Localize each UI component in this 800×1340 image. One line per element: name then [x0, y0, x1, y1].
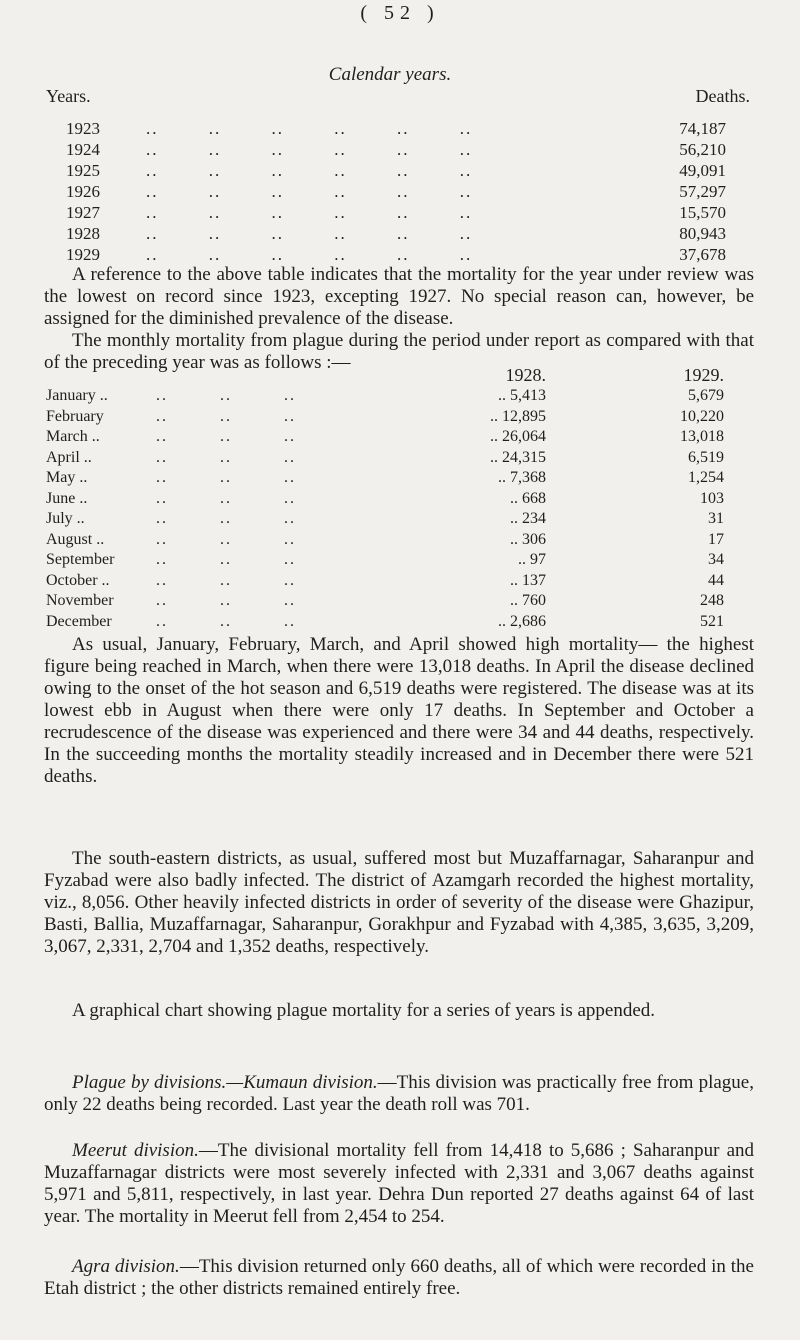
table-row: [66, 160, 726, 181]
deaths-cell: 37,678: [679, 245, 726, 264]
leader-dots: .. .. .. .. .. ..: [146, 140, 473, 159]
leader-dots: .. .. ..: [156, 428, 296, 445]
deaths-1928-cell: .. 5,413: [498, 387, 546, 404]
agra-division-text: —This division returned only 660 deaths, all of which were recorded in the Etah district ; the other districts remained entirely free.: [44, 1256, 754, 1299]
deaths-cell: 15,570: [679, 203, 726, 222]
month-cell: February: [46, 407, 104, 425]
deaths-1928-cell: .. 760: [510, 592, 546, 609]
table-row: [66, 202, 726, 223]
deaths-1929-cell: 44: [708, 571, 724, 589]
table-row: [46, 591, 746, 612]
paragraph-mortality-reference: A reference to the above table indicates that the mortality for the year under review was the lowest on record since 1923, excepting 1927. No special reason can, however, be assigned for the diminished prevalence of the disease.: [44, 264, 754, 329]
month-cell: January ..: [46, 387, 108, 404]
agra-division-heading: Agra division.: [72, 1256, 180, 1277]
leader-dots: .. .. ..: [156, 551, 296, 568]
deaths-1929-cell: 6,519: [688, 448, 724, 466]
table-row: [46, 448, 746, 469]
deaths-1928-cell: .. 12,895: [490, 407, 546, 425]
table-row: [46, 612, 746, 633]
leader-dots: .. .. ..: [156, 448, 296, 466]
leader-dots: .. .. .. .. .. ..: [146, 203, 473, 222]
column-1928-header: 1928.: [505, 365, 546, 385]
deaths-1929-cell: 248: [700, 592, 724, 609]
meerut-division-heading: Meerut division.: [72, 1140, 199, 1161]
deaths-1929-cell: 103: [700, 489, 724, 507]
table-row: [46, 489, 746, 510]
year-cell: 1926: [66, 182, 100, 201]
month-cell: March ..: [46, 428, 100, 445]
leader-dots: .. .. ..: [156, 510, 296, 527]
paragraph-seasonal-trend: As usual, January, February, March, and April showed high mortality— the highest figure being reached in March, when there were 13,018 deaths. In April the disease declined owing to the onset of the hot season and 6,519 deaths were registered. The disease was at its lowest ebb in August when there were only 17 deaths. In September and October a recrudescence of the disease was experienced and there were 34 and 44 deaths, respectively. In the succeeding months the mortality steadily increased and in December there were 521 deaths.: [44, 634, 754, 787]
deaths-cell: 56,210: [679, 140, 726, 159]
deaths-1928-cell: .. 668: [510, 489, 546, 507]
kumaun-division-text: —This division was practically free from plague, only 22 deaths being recorded. Last year the death roll was 701.: [44, 1072, 754, 1115]
month-cell: June ..: [46, 489, 88, 507]
years-column-header: Years.: [46, 86, 91, 106]
deaths-cell: 74,187: [679, 119, 726, 138]
leader-dots: .. .. ..: [156, 469, 296, 486]
calendar-years-table: [66, 118, 726, 265]
deaths-1929-cell: 10,220: [680, 407, 724, 425]
leader-dots: .. .. .. .. .. ..: [146, 161, 473, 180]
leader-dots: .. .. ..: [156, 489, 296, 507]
deaths-1928-cell: .. 137: [510, 571, 546, 589]
table-row: [46, 407, 746, 428]
deaths-1928-cell: .. 306: [510, 530, 546, 548]
deaths-cell: 57,297: [679, 182, 726, 201]
kumaun-division-heading: Plague by divisions.—Kumaun division.: [72, 1072, 378, 1093]
table-row: [46, 571, 746, 592]
table-row: [46, 530, 746, 551]
deaths-1929-cell: 5,679: [688, 387, 724, 404]
table-row: [46, 509, 746, 530]
year-cell: 1928: [66, 224, 100, 243]
deaths-1929-cell: 31: [708, 510, 724, 527]
month-cell: December: [46, 612, 112, 630]
month-cell: July ..: [46, 510, 85, 527]
table-row: [46, 386, 746, 407]
deaths-1928-cell: .. 24,315: [490, 448, 546, 466]
deaths-column-header: Deaths.: [695, 86, 750, 106]
year-cell: 1925: [66, 161, 100, 180]
table-row: [66, 181, 726, 202]
deaths-cell: 49,091: [679, 161, 726, 180]
leader-dots: .. .. ..: [156, 592, 296, 609]
table-row: [46, 427, 746, 448]
year-cell: 1924: [66, 140, 100, 159]
leader-dots: .. .. .. .. .. ..: [146, 182, 473, 201]
leader-dots: .. .. ..: [156, 530, 296, 548]
table-row: [66, 223, 726, 244]
table-row: [66, 244, 726, 265]
leader-dots: .. .. .. .. .. ..: [146, 224, 473, 243]
month-cell: May ..: [46, 469, 88, 486]
paragraph-graphical-chart: A graphical chart showing plague mortality for a series of years is appended.: [72, 1000, 656, 1021]
deaths-1929-cell: 17: [708, 530, 724, 548]
meerut-division-text: —The divisional mortality fell from 14,418 to 5,686 ; Saharanpur and Muzaffarnagar districts were most severely infected with 2,331 and 3,067 deaths against 5,971 and 5,811, respectively, in last year. Dehra Dun reported 27 deaths against 64 of last year. The mortality in Meerut fell from 2,454 to 254.: [44, 1140, 754, 1227]
deaths-1928-cell: .. 2,686: [498, 612, 546, 630]
leader-dots: .. .. ..: [156, 407, 296, 425]
table-row: [66, 139, 726, 160]
month-cell: August ..: [46, 530, 105, 548]
month-cell: September: [46, 551, 115, 568]
table-row: [46, 550, 746, 571]
monthly-table-header: [46, 364, 746, 386]
deaths-1928-cell: .. 234: [510, 510, 546, 527]
paragraph-agra-division: [44, 1256, 754, 1300]
paragraph-kumaun-division: [44, 1072, 754, 1116]
deaths-cell: 80,943: [679, 224, 726, 243]
table-row: [46, 468, 746, 489]
deaths-1928-cell: .. 97: [518, 551, 546, 568]
table-row: [66, 118, 726, 139]
monthly-mortality-table: [46, 364, 746, 632]
paragraph-monthly-intro: The monthly mortality from plague during the period under report as compared with that of the preceding year was as follows :—: [44, 330, 754, 373]
leader-dots: .. .. .. .. .. ..: [146, 119, 473, 138]
month-cell: April ..: [46, 448, 92, 466]
deaths-1929-cell: 1,254: [688, 469, 724, 486]
month-cell: October ..: [46, 571, 110, 589]
paragraph-meerut-division: [44, 1140, 754, 1228]
month-cell: November: [46, 592, 114, 609]
leader-dots: .. .. ..: [156, 387, 296, 404]
leader-dots: .. .. ..: [156, 571, 296, 589]
deaths-1929-cell: 521: [700, 612, 724, 630]
calendar-years-title: Calendar years.: [328, 64, 452, 85]
year-cell: 1927: [66, 203, 100, 222]
year-cell: 1923: [66, 119, 100, 138]
leader-dots: .. .. ..: [156, 612, 296, 630]
year-cell: 1929: [66, 245, 100, 264]
deaths-1928-cell: .. 26,064: [490, 428, 546, 445]
deaths-1928-cell: .. 7,368: [498, 469, 546, 486]
deaths-1929-cell: 34: [708, 551, 724, 568]
page-number: ( 52 ): [360, 2, 440, 24]
paragraph-district-infection: The south-eastern districts, as usual, suffered most but Muzaffarnagar, Saharanpur and Fyzabad were also badly infected. The district of Azamgarh recorded the highest mortality, viz., 8,056. Other heavily infected districts in order of severity of the disease were Ghazipur, Basti, Ballia, Muzaffarnagar, Saharanpur, Gorakhpur and Fyzabad with 4,385, 3,635, 3,209, 3,067, 2,331, 2,704 and 1,352 deaths, respectively.: [44, 848, 754, 957]
column-1929-header: 1929.: [683, 365, 724, 385]
leader-dots: .. .. .. .. .. ..: [146, 245, 473, 264]
deaths-1929-cell: 13,018: [680, 428, 724, 445]
